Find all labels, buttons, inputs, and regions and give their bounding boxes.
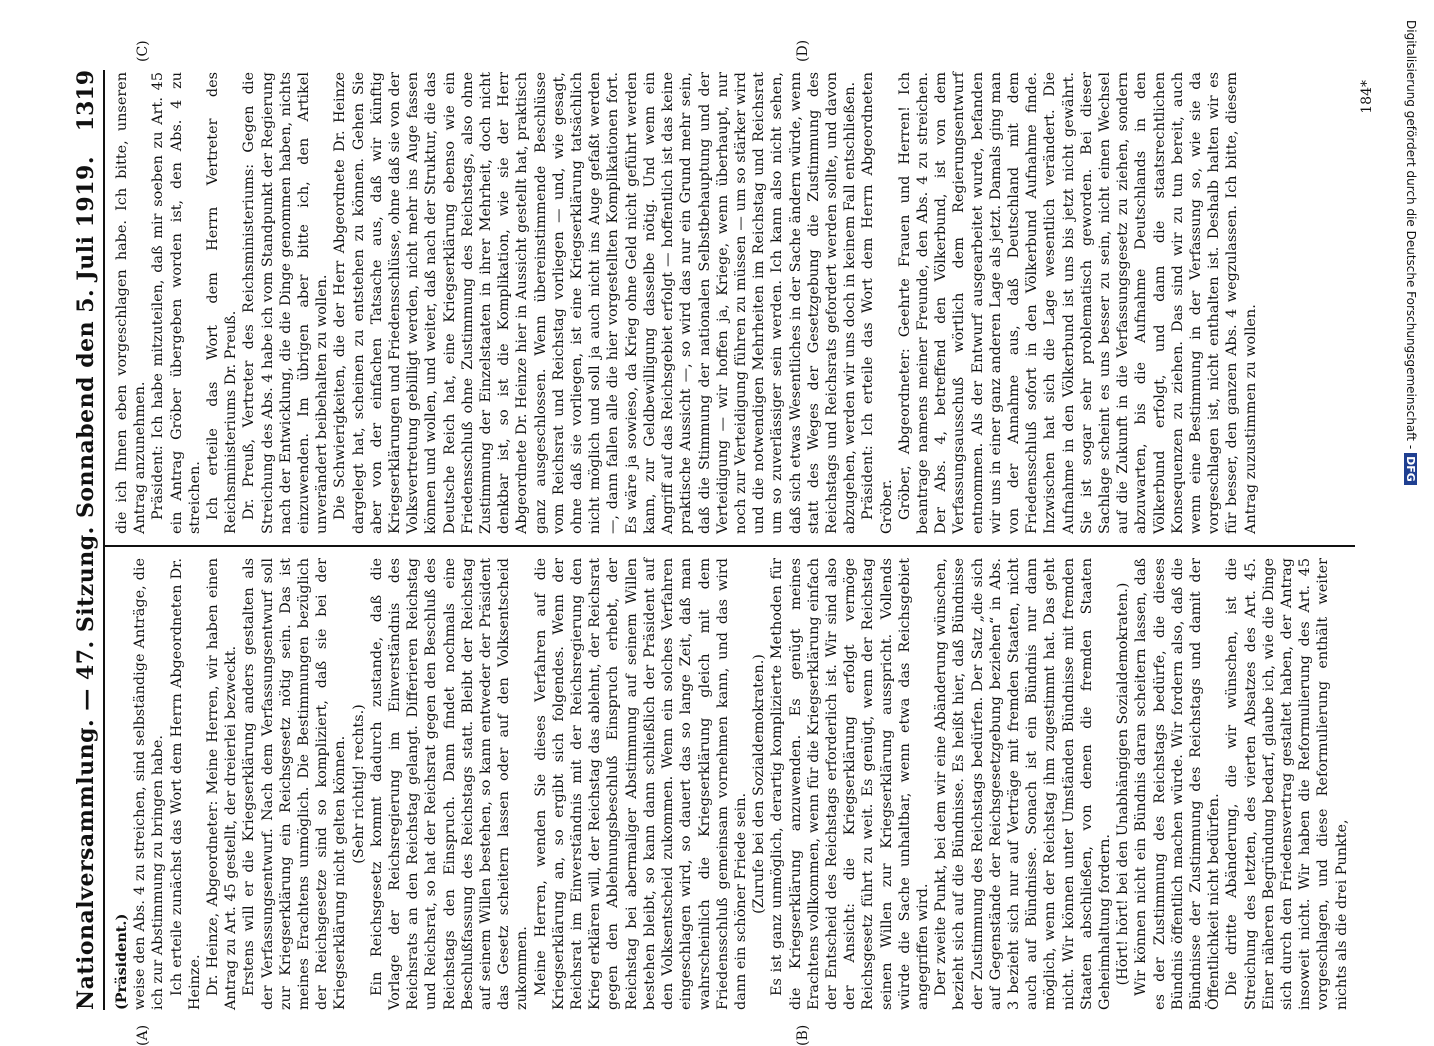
dfg-logo: DFG <box>1404 453 1417 485</box>
page-number: 1319 <box>73 70 99 132</box>
page-header <box>63 70 99 1010</box>
left-column <box>113 558 1355 1010</box>
left-column-paragraph: Ich erteile zunächst das Wort dem Herrn Abgeordneten Dr. Heinze. <box>168 558 203 1010</box>
margin-marker-c: (C) <box>135 40 151 62</box>
margin-marker-d: (D) <box>795 39 811 62</box>
right-column-paragraph: Die Schwierigkeiten, die der Herr Abgeordnete Dr. Heinze dargelegt hat, scheinen zu entstehen zu können. Gehen Sie aber von der einfachen Tatsache aus, daß wir künftig Kriegserklärungen und Friedensschlüsse, ohne daß sie von der Volksvertretung gebilligt werden, nicht mehr ins Auge fassen können und wollen, und weiter, daß nach der Struktur, die das Deutsche Reich hat, eine Kriegserklärung ebenso wie ein Friedensschluß ohne Zustimmung des Reichstags, also ohne Zustimmung der Einzelstaaten in ihrer Mehrheit, doch nicht denkbar ist, so ist die Komplikation, wie sie der Herr Abgeordnete Dr. Heinze hier in Aussicht gestellt hat, praktisch ganz ausgeschlossen. Wenn übereinstimmende Beschlüsse vom Reichsrat und Reichstag vorliegen — und, wie gesagt, ohne daß sie vorliegen, ist eine Kriegserklärung tatsächlich nicht möglich und soll ja auch nicht ins Auge gefaßt werden —, dann fallen alle die hier vorgestellten Komplikationen fort. Es wäre ja sowieso, da Krieg ohne Geld nicht geführt werden kann, zur Geldbewilligung dasselbe nötig. Und wenn ein Angriff auf das Reichsgebiet erfolgt — hoffentlich ist das keine praktische Aussicht —, so wird das nur ein Grund mehr sein, daß die Stimmung der nationalen Selbstbehauptung und der Verteidigung — wir hoffen ja, Kriege, wenn überhaupt, nur noch zur Verteidigung führen zu müssen — um so stärker wird und die notwendigen Mehrheiten im Reichstag und Reichsrat um so zuverlässiger sein werden. Ich kann also nicht sehen, daß sich etwas Wesentliches in der Sache ändern würde, wenn statt des Weges der Gesetzgebung die Zustimmung des Reichstags und Reichsrats gefordert werden sollte, und davon abzugehen, werden wir uns doch in keinem Fall entschließen. <box>332 72 859 534</box>
left-column-paragraph: Es ist ganz unmöglich, derartig komplizierte Methoden für die Kriegserklärung anzuwenden. Es genügt meines Erachtens vollkommen, wenn für die Kriegserklärung einfach der Entscheid des Reichstags erforderlich ist. Wir sind also der Ansicht: die Kriegserklärung erfolgt vermöge Reichsgesetz führt zu weit. Es genügt, wenn der Reichstag seinen Willen zur Kriegserklärung ausspricht. Vollends würde die Sache unhaltbar, wenn etwa das Reichsgebiet angegriffen wird. <box>769 558 931 1010</box>
margin-marker-b: (B) <box>795 1024 811 1046</box>
left-column-paragraph: Die dritte Abänderung, die wir wünschen, ist die Streichung des letzten, des vierten Absatzes des Art. 45. Einer näheren Begründung bedarf, glaube ich, wie die Dinge sich durch den Friedensvertrag gestaltet haben, der Antrag insoweit nicht. Wir haben die Reformulierung des Art. 45 vorgeschlagen, und diese Reformulierung enthält weiter nichts als die drei Punkte, <box>1224 558 1350 1010</box>
right-column-paragraph: Gröber, Abgeordneter: Geehrte Frauen und Herren! Ich beantrage namens meiner Freunde, den Abs. 4 zu streichen. Der Abs. 4, betreffend den Völkerbund, ist von dem Verfassungsausschuß wörtlich dem Regierungsentwurf entnommen. Als der Entwurf ausgearbeitet wurde, befanden wir uns in einer ganz anderen Lage als jetzt. Damals ging man von der Annahme aus, daß Deutschland mit dem Friedensschluß sofort in den Völkerbund Aufnahme finde. Inzwischen hat sich die Lage wesentlich verändert. Die Aufnahme in den Völkerbund ist uns bis jetzt nicht gewährt. Sie ist sogar sehr problematisch geworden. Bei dieser Sachlage scheint es uns besser zu sein, nicht einen Wechsel auf die Zukunft in die Verfassungsgesetz zu ziehen, sondern abzuwarten, bis die Aufnahme Deutschlands in den Völkerbund erfolgt, und dann die staatsrechtlichen Konsequenzen zu ziehen. Das sind wir zu tun bereit, auch wenn eine Bestimmung in der Verfassung so, wie sie da vorgeschlagen ist, nicht enthalten ist. Deshalb halten wir es für besser, den ganzen Abs. 4 wegzulassen. Ich bitte, diesem Antrag zuzustimmen zu wollen. <box>896 72 1259 534</box>
right-column-paragraph: Dr. Preuß, Vertreter des Reichsministeriums: Gegen die Streichung des Abs. 4 habe ich vom Standpunkt der Regierung nach der Entwicklung, die die Dinge genommen haben, nichts einzuwenden. Im übrigen aber bitte ich, den Artikel unverändert beibehalten zu wollen. <box>241 72 331 534</box>
left-column-paragraph: Ein Reichsgesetz kommt dadurch zustande, daß die Vorlage der Reichsregierung im Einverständnis des Reichsrats an den Reichstag gelangt. Differieren Reichstag und Reichsrat, so hat der Reichsrat gegen den Beschluß des Reichstags den Einspruch. Dann findet nochmals eine Beschlußfassung des Reichstags statt. Bleibt der Reichstag auf seinem Willen bestehen, so kann entweder der Präsident das Gesetz scheitern lassen oder auf den Volksentscheid zukommen. <box>368 558 531 1010</box>
header-title: Nationalversammlung. — 47. Sitzung. Sonnabend den 5. Juli 1919. <box>73 155 99 1010</box>
right-column-paragraph: Präsident: Ich erteile das Wort dem Herrn Abgeordneten Gröber. <box>860 72 895 534</box>
left-column-paragraph: Dr. Heinze, Abgeordneter: Meine Herren, wir haben einen Antrag zu Art. 45 gestellt, der dreierlei bezweckt. <box>205 558 240 1010</box>
document-page <box>55 39 1375 1046</box>
left-column-paragraph: Der zweite Punkt, bei dem wir eine Abänderung wünschen, bezieht sich auf die Bündnisse. Es heißt hier, daß Bündnisse der Zustimmung des Reichstags bedürfen. Der Satz „die sich auf Gegenstände der Reichsgesetzgebung beziehen“ in Abs. 3 bezieht sich nur auf Verträge mit fremden Staaten, nicht auch auf Bündnisse. Sonach ist ein Bündnis nur dann möglich, wenn der Reichstag ihm zugestimmt hat. Das geht nicht. Wir können unter Umständen Bündnisse mit fremden Staaten abschließen, von denen die fremden Staaten Geheimhaltung fordern. <box>933 558 1113 1010</box>
left-column-paragraph: Wir können nicht ein Bündnis daran scheitern lassen, daß es der Zustimmung des Reichstags bedürfe, die dieses Bündnis öffentlich machen würde. Wir fordern also, daß die Bündnisse der Zustimmung des Reichstags und damit der Öffentlichkeit nicht bedürfen. <box>1133 558 1223 1010</box>
signature-mark: 184* <box>1359 80 1375 114</box>
header-rule <box>103 70 105 1010</box>
left-column-paragraph: weise den Abs. 4 zu streichen, sind selbständige Anträge, die ich zur Abstimmung zu bringen habe. <box>132 558 167 1010</box>
left-column-paragraph: Erstens will er die Kriegserklärung anders gestalten als der Verfassungsentwurf. Nach dem Verfassungsentwurf soll zur Kriegserklärung ein Reichsgesetz nötig sein. Das ist meines Erachtens unmöglich. Die Bestimmungen bezüglich der Reichsgesetze sind so kompliziert, daß sie bei der Kriegserklärung nicht gelten können. <box>241 558 349 1010</box>
right-column-paragraph: Ich erteile das Wort dem Herrn Vertreter des Reichsministeriums Dr. Preuß. <box>205 72 240 534</box>
credit-text: Digitalisierung gefördert durch die Deutsche Forschungsgemeinschaft - <box>1404 20 1418 450</box>
left-column-paragraph: (Sehr richtig! rechts.) <box>350 704 367 864</box>
right-column-paragraph: die ich Ihnen eben vorgeschlagen habe. Ich bitte, unseren Antrag anzunehmen. <box>114 72 149 534</box>
right-column-paragraph: Präsident: Ich habe mitzuteilen, daß mir soeben zu Art. 45 ein Antrag Gröber übergeben worden ist, den Abs. 4 zu streichen. <box>150 72 203 534</box>
right-column <box>113 72 1355 534</box>
left-column-paragraph: Meine Herren, wenden Sie dieses Verfahren auf die Kriegserklärung an, so ergibt sich folgendes. Wenn der Reichsrat im Einverständnis mit der Reichsregierung den Krieg erklären will, der Reichstag das ablehnt, der Reichsrat gegen den Ablehnungsbeschluß Einspruch erhebt, der Reichstag bei abermaliger Abstimmung auf seinem Willen bestehen bleibt, so kann dann schließlich der Präsident auf den Volksentscheid zukommen. Wenn ein solches Verfahren eingeschlagen wird, so dauert das so lange Zeit, daß man wahrscheinlich die Kriegserklärung gleich mit dem Friedensschluß gemeinsam vornehmen kann, und das wird dann ein schöner Friede sein. <box>532 558 749 1010</box>
column-divider <box>105 545 1355 547</box>
margin-marker-a: (A) <box>135 1024 151 1046</box>
left-column-paragraph: (Präsident.) <box>113 913 130 1010</box>
left-column-paragraph: (Zurufe bei den Sozialdemokraten.) <box>751 654 768 914</box>
digitization-credit <box>1402 20 1418 1000</box>
left-column-paragraph: (Hört! hört! bei den Unabhängigen Sozialdemokraten.) <box>1115 582 1132 986</box>
